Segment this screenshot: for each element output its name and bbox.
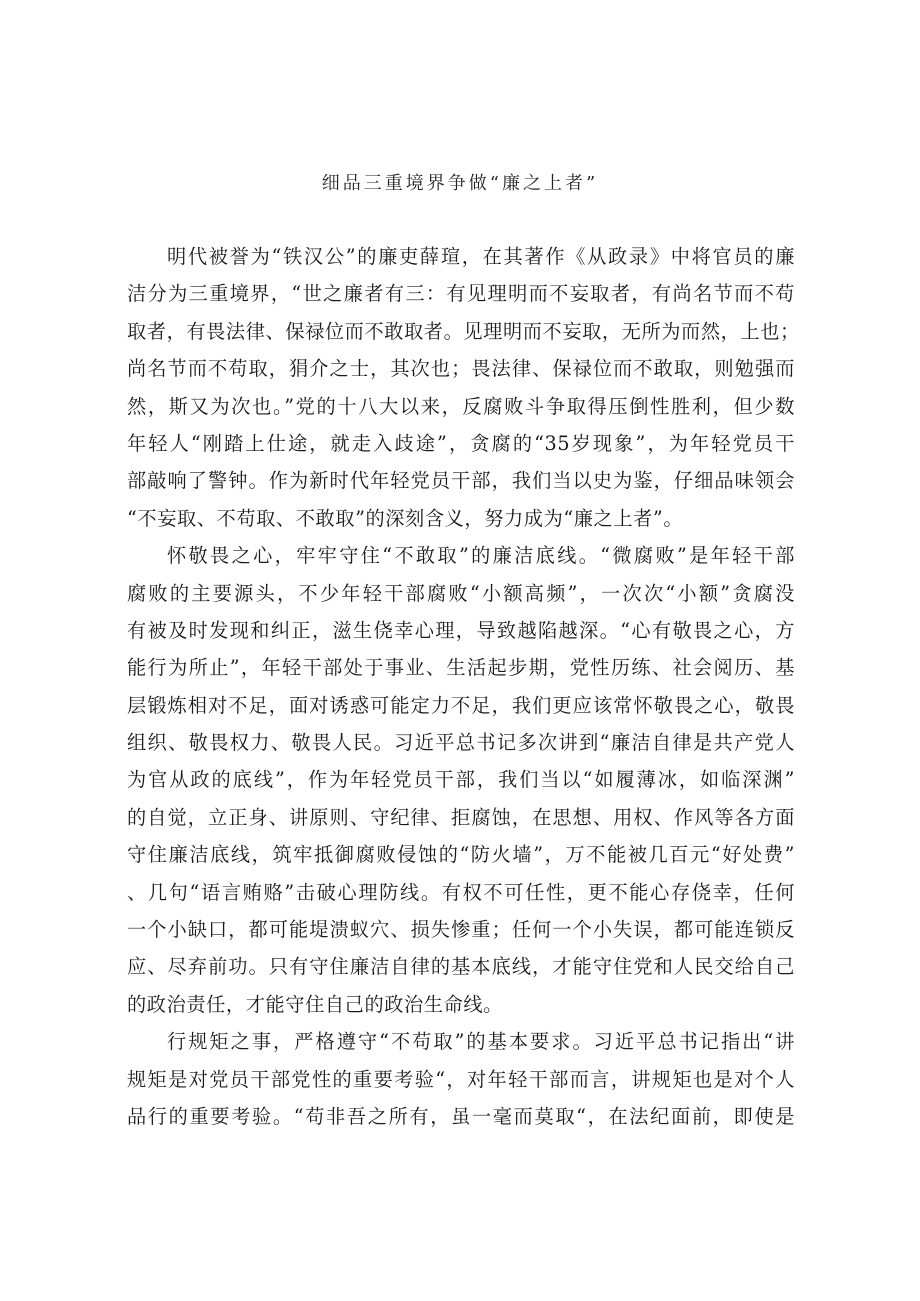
paragraph-line: 、几句“语言贿赂”击破心理防线。有权不可任性，更不能心存侥幸，任何 [127, 880, 795, 904]
paragraph-line: 明代被誉为“铁汉公”的廉吏薛瑄，在其著作《从政录》中将官员的廉 [167, 245, 795, 268]
paragraph-3 [127, 1029, 795, 1141]
paragraph-line: 行规矩之事，严格遵守“不苟取”的基本要求。习近平总书记指出“讲 [167, 1030, 795, 1054]
paragraph-line: 的政治责任，才能守住自己的政治生命线。 [127, 992, 503, 1016]
paragraph-line: “不妄取、不苟取、不敢取”的深刻含义，努力成为“廉之上者”。 [127, 506, 684, 530]
document-title: 细品三重境界争做“廉之上者” [321, 173, 599, 194]
paragraph-line: 一个小缺口，都可能堤溃蚁穴、损失惨重；任何一个小失误，都可能连锁反 [127, 918, 795, 942]
paragraph-2 [127, 543, 795, 1029]
paragraph-line: 部敲响了警钟。作为新时代年轻党员干部，我们当以史为鉴，仔细品味领会 [127, 469, 795, 493]
paragraph-line: 能行为所止”，年轻干部处于事业、生活起步期，党性历练、社会阅历、基 [127, 656, 795, 680]
paragraph-line: 尚名节而不苟取，狷介之士，其次也；畏法律、保禄位而不敢取，则勉强而 [127, 357, 795, 381]
paragraph-line: 为官从政的底线”，作为年轻党员干部，我们当以“如履薄冰，如临深渊” [127, 768, 795, 792]
paragraph-line: 守住廉洁底线，筑牢抵御腐败侵蚀的“防火墙”，万不能被几百元“好处费” [127, 843, 795, 867]
paragraph-line: 组织、敬畏权力、敬畏人民。习近平总书记多次讲到“廉洁自律是共产党人 [127, 731, 795, 755]
paragraph-line: 有被及时发现和纠正，滋生侥幸心理，导致越陷越深。“心有敬畏之心，方 [127, 618, 795, 642]
paragraph-line: 规矩是对党员干部党性的重要考验“，对年轻干部而言，讲规矩也是对个人 [127, 1067, 795, 1091]
paragraph-line: 取者，有畏法律、保禄位而不敢取者。见理明而不妄取，无所为而然，上也； [127, 319, 800, 343]
paragraph-1 [127, 244, 800, 543]
paragraph-line: 腐败的主要源头，不少年轻干部腐败“小额高频”，一次次“小额”贪腐没 [127, 581, 795, 605]
paragraph-line: 怀敬畏之心，牢牢守住“不敢取”的廉洁底线。“微腐败”是年轻干部 [167, 544, 795, 568]
paragraph-line: 应、尽弃前功。只有守住廉洁自律的基本底线，才能守住党和人民交给自己 [127, 955, 795, 979]
paragraph-line: 的自觉，立正身、讲原则、守纪律、拒腐蚀，在思想、用权、作风等各方面 [127, 805, 795, 829]
paragraph-line: 层锻炼相对不足，面对诱惑可能定力不足，我们更应该常怀敬畏之心，敬畏 [127, 693, 795, 717]
document-body [127, 244, 800, 1141]
paragraph-line: 年轻人“刚踏上仕途，就走入歧途”，贪腐的“35岁现象”，为年轻党员干 [127, 431, 795, 455]
paragraph-line: 然，斯又为次也。”党的十八大以来，反腐败斗争取得压倒性胜利，但少数 [127, 394, 795, 418]
paragraph-line: 品行的重要考验。“苟非吾之所有，虽一毫而莫取“，在法纪面前，即使是 [127, 1104, 795, 1128]
paragraph-line: 洁分为三重境界，“世之廉者有三：有见理明而不妄取者，有尚名节而不苟 [127, 282, 795, 306]
